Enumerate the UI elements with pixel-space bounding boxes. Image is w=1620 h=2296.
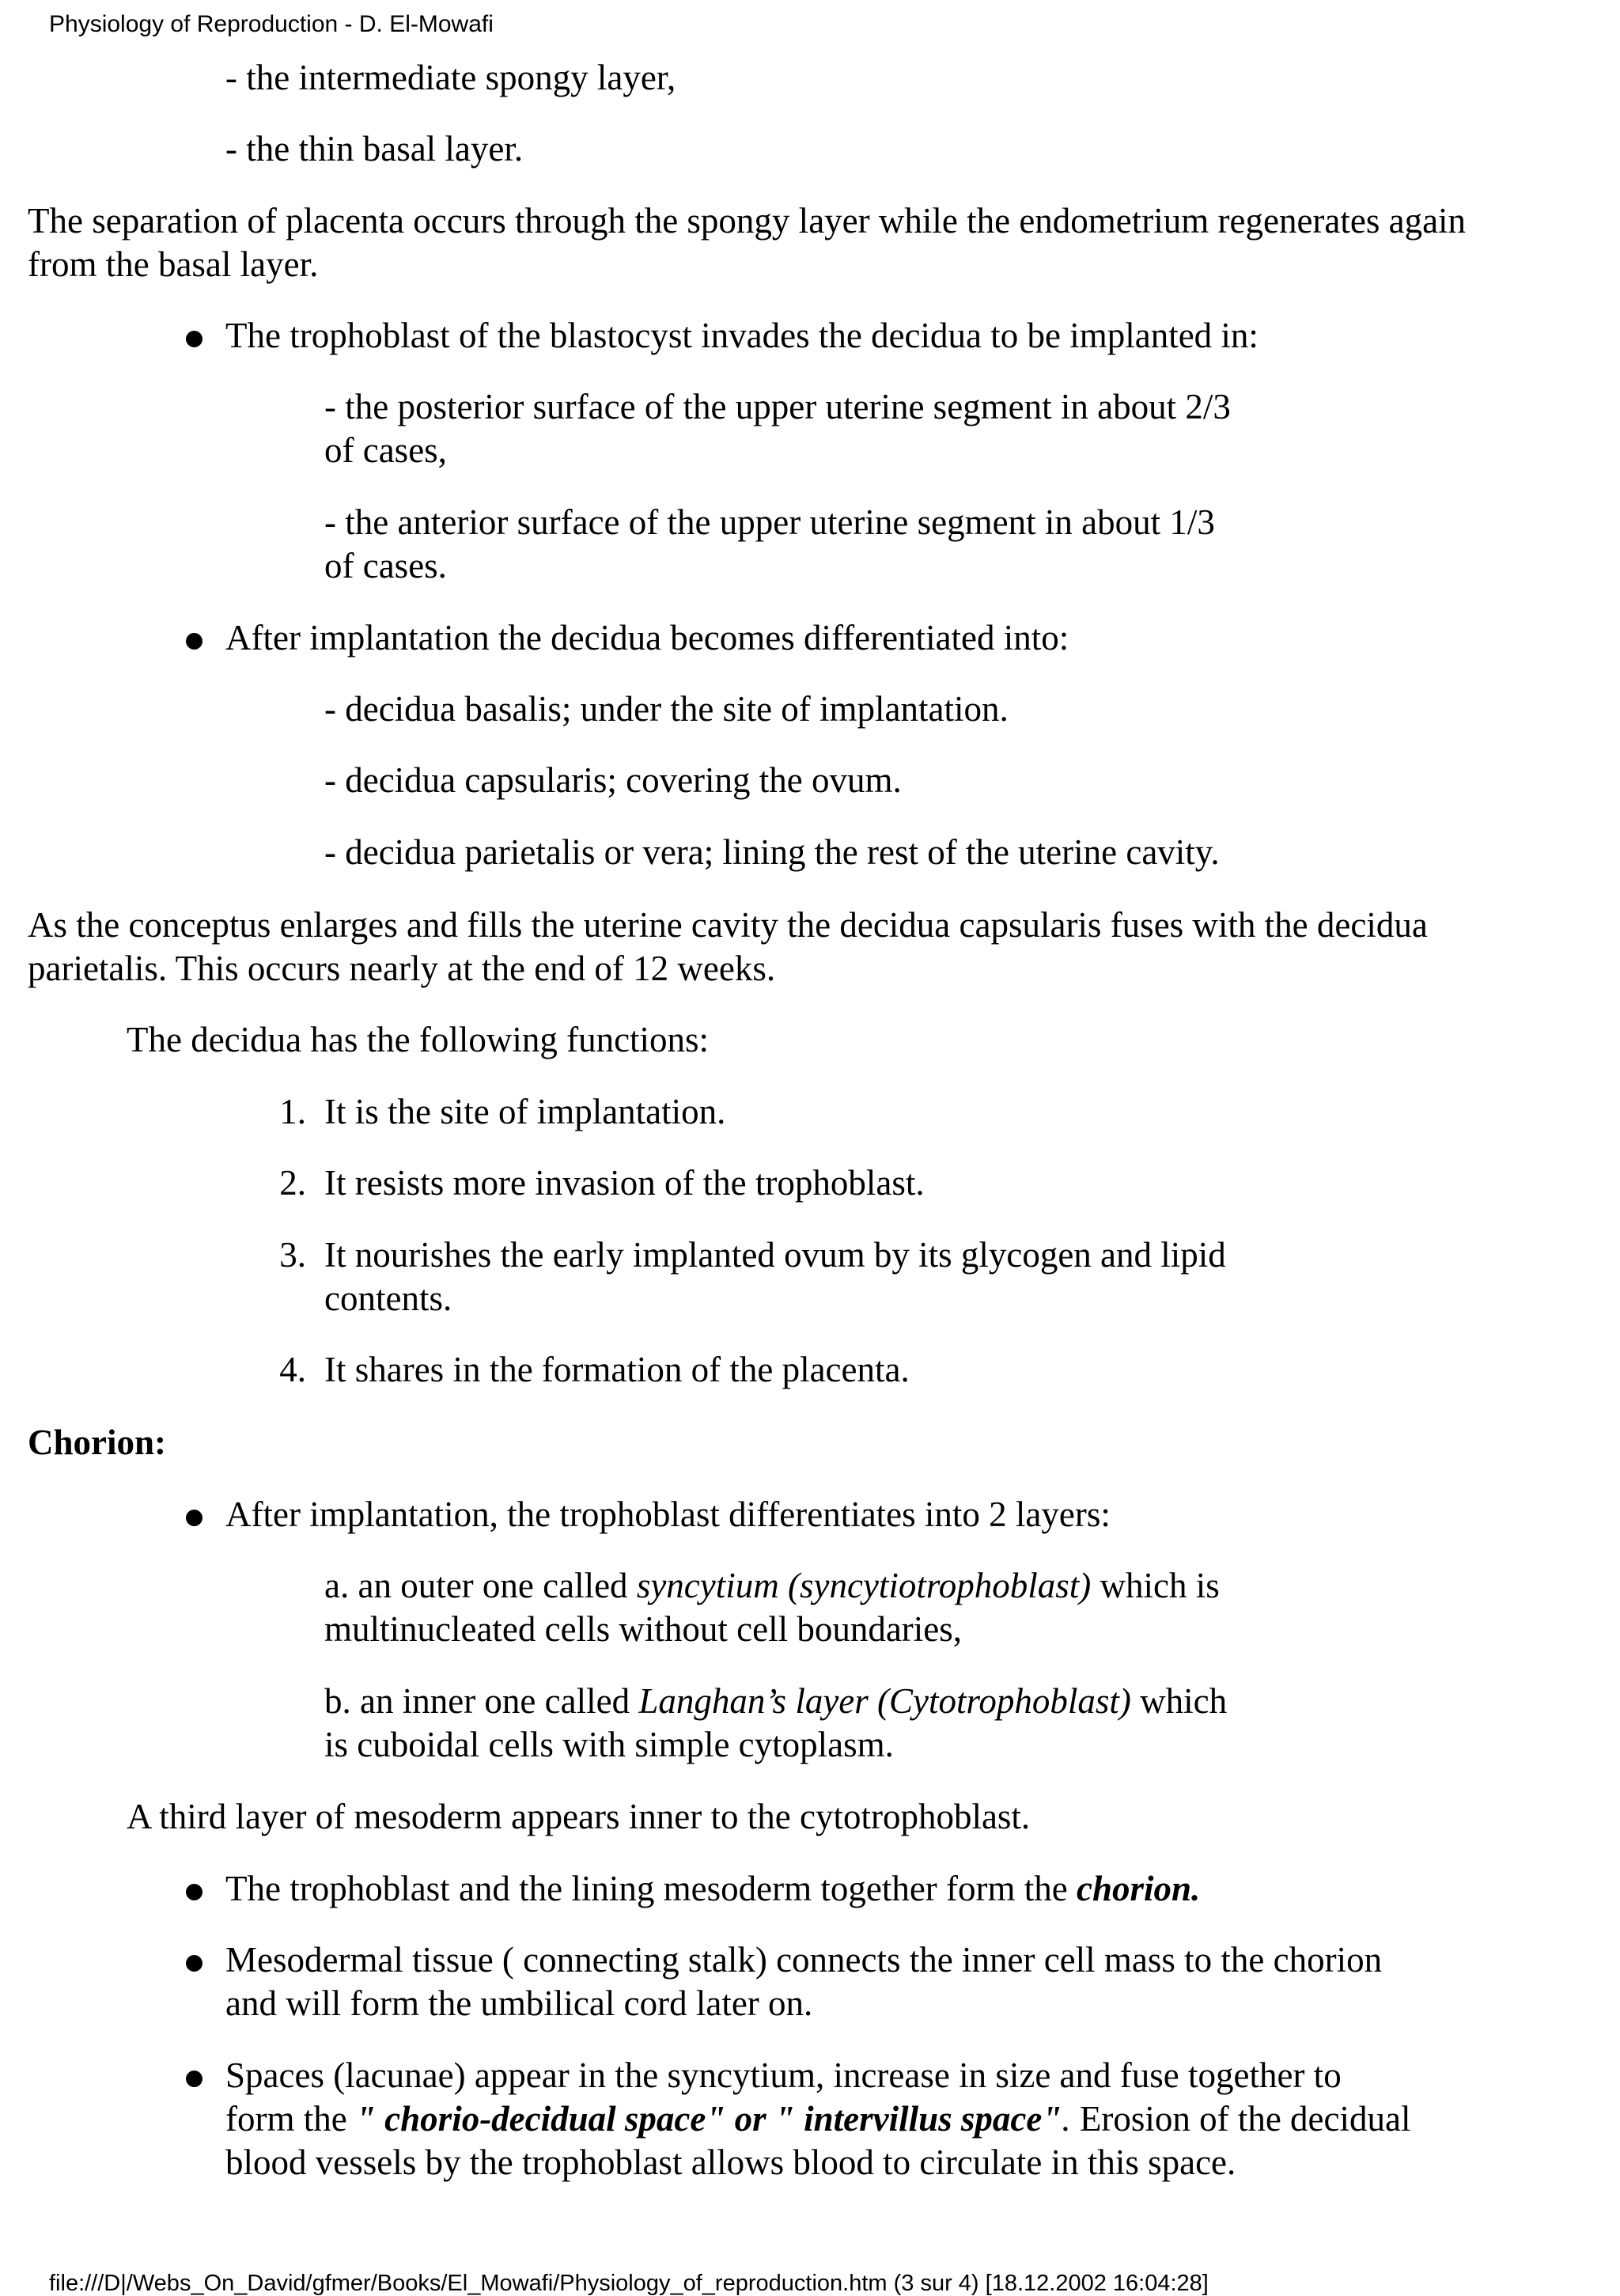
bullet-chorion-pre: The trophoblast and the lining mesoderm together form the (225, 1869, 1077, 1908)
bullet-spaces-line-3: blood vessels by the trophoblast allows blood to circulate in this space. (225, 2143, 1236, 2182)
running-header: Physiology of Reproduction - D. El-Mowafi (49, 11, 494, 37)
bullet-trophoblast-text: The trophoblast of the blastocyst invades the decidua to be implanted in: (225, 316, 1259, 355)
layer-a-line-1 (324, 1563, 1220, 1608)
third-layer-text: A third layer of mesoderm appears inner to the cytotrophoblast. (127, 1797, 1031, 1836)
bullet-mesodermal-line-2: and will form the umbilical cord later on. (225, 1983, 813, 2023)
spaces-line2-pre: form the (225, 2099, 356, 2139)
spaces-line2-post: Erosion of the decidual (1070, 2099, 1411, 2139)
conceptus-paragraph-line-1: As the conceptus enlarges and fills the uterine cavity the decidua capsularis fuses with the decidua (28, 905, 1428, 945)
layer-item-spongy: - the intermediate spongy layer, (225, 58, 676, 97)
chorion-term: chorion. (1076, 1869, 1201, 1908)
bullet-mesodermal-line-1: Mesodermal tissue ( connecting stalk) connects the inner cell mass to the chorion (225, 1940, 1383, 1980)
layer-a-post: which is (1091, 1566, 1220, 1605)
bullet-spaces-line-2 (225, 2097, 1410, 2141)
bullet-chorion-text (225, 1866, 1200, 1911)
bullet-two-layers-text: After implantation, the trophoblast differentiates into 2 layers: (225, 1495, 1111, 1534)
implant-site-anterior-line-1: - the anterior surface of the upper uterine segment in about 1/3 (324, 502, 1215, 542)
implant-site-posterior-line-2: of cases, (324, 430, 447, 470)
layer-b-pre: b. an inner one called (324, 1681, 639, 1721)
function-item-4: It shares in the formation of the placenta. (324, 1350, 910, 1389)
function-number: 2. (279, 1163, 306, 1203)
bullet-icon (186, 1884, 202, 1900)
bullet-spaces-line-1: Spaces (lacunae) appear in the syncytium, increase in size and fuse together to (225, 2055, 1342, 2095)
layer-b-post: which (1130, 1681, 1228, 1721)
separation-paragraph-line-2: from the basal layer. (28, 244, 319, 284)
bullet-icon (186, 1510, 202, 1526)
decidua-parietalis: - decidua parietalis or vera; lining the rest of the uterine cavity. (324, 832, 1220, 872)
layer-b-line-1 (324, 1679, 1227, 1723)
spaces-period: . (1062, 2099, 1071, 2139)
layer-a-pre: a. an outer one called (324, 1566, 637, 1605)
intervillus-space-term: " chorio-decidual space" or " intervillus space" (355, 2099, 1062, 2139)
bullet-icon (186, 2071, 202, 2087)
bullet-icon (186, 633, 202, 650)
functions-intro: The decidua has the following functions: (127, 1020, 710, 1059)
implant-site-anterior-line-2: of cases. (324, 546, 447, 585)
function-item-2: It resists more invasion of the trophoblast. (324, 1163, 925, 1203)
decidua-basalis: - decidua basalis; under the site of implantation. (324, 689, 1009, 729)
separation-paragraph-line-1: The separation of placenta occurs through the spongy layer while the endometrium regenerates again (28, 201, 1467, 241)
bullet-icon (186, 331, 202, 347)
conceptus-paragraph-line-2: parietalis. This occurs nearly at the end of 12 weeks. (28, 949, 776, 988)
file-path-footer: file:///D|/Webs_On_David/gfmer/Books/El_Mowafi/Physiology_of_reproduction.htm (3 sur 4) [18.12.2002 16:04:28] (49, 2271, 1209, 2296)
function-item-3-line-1: It nourishes the early implanted ovum by its glycogen and lipid (324, 1235, 1226, 1275)
layer-a-line-2: multinucleated cells without cell boundaries, (324, 1609, 963, 1649)
layer-b-term: Langhan’s layer (Cytotrophoblast) (638, 1681, 1131, 1721)
layer-b-line-2: is cuboidal cells with simple cytoplasm. (324, 1725, 894, 1764)
layer-item-basal: - the thin basal layer. (225, 129, 524, 169)
function-item-1: It is the site of implantation. (324, 1092, 726, 1131)
chorion-heading: Chorion: (28, 1423, 167, 1462)
function-number: 3. (279, 1235, 306, 1275)
function-number: 1. (279, 1092, 306, 1131)
bullet-icon (186, 1955, 202, 1972)
decidua-capsularis: - decidua capsularis; covering the ovum. (324, 760, 902, 800)
function-number: 4. (279, 1350, 306, 1389)
implant-site-posterior-line-1: - the posterior surface of the upper uterine segment in about 2/3 (324, 387, 1231, 426)
bullet-differentiated-text: After implantation the decidua becomes differentiated into: (225, 618, 1069, 657)
layer-a-term: syncytium (syncytiotrophoblast) (636, 1566, 1092, 1605)
function-item-3-line-2: contents. (324, 1279, 452, 1318)
